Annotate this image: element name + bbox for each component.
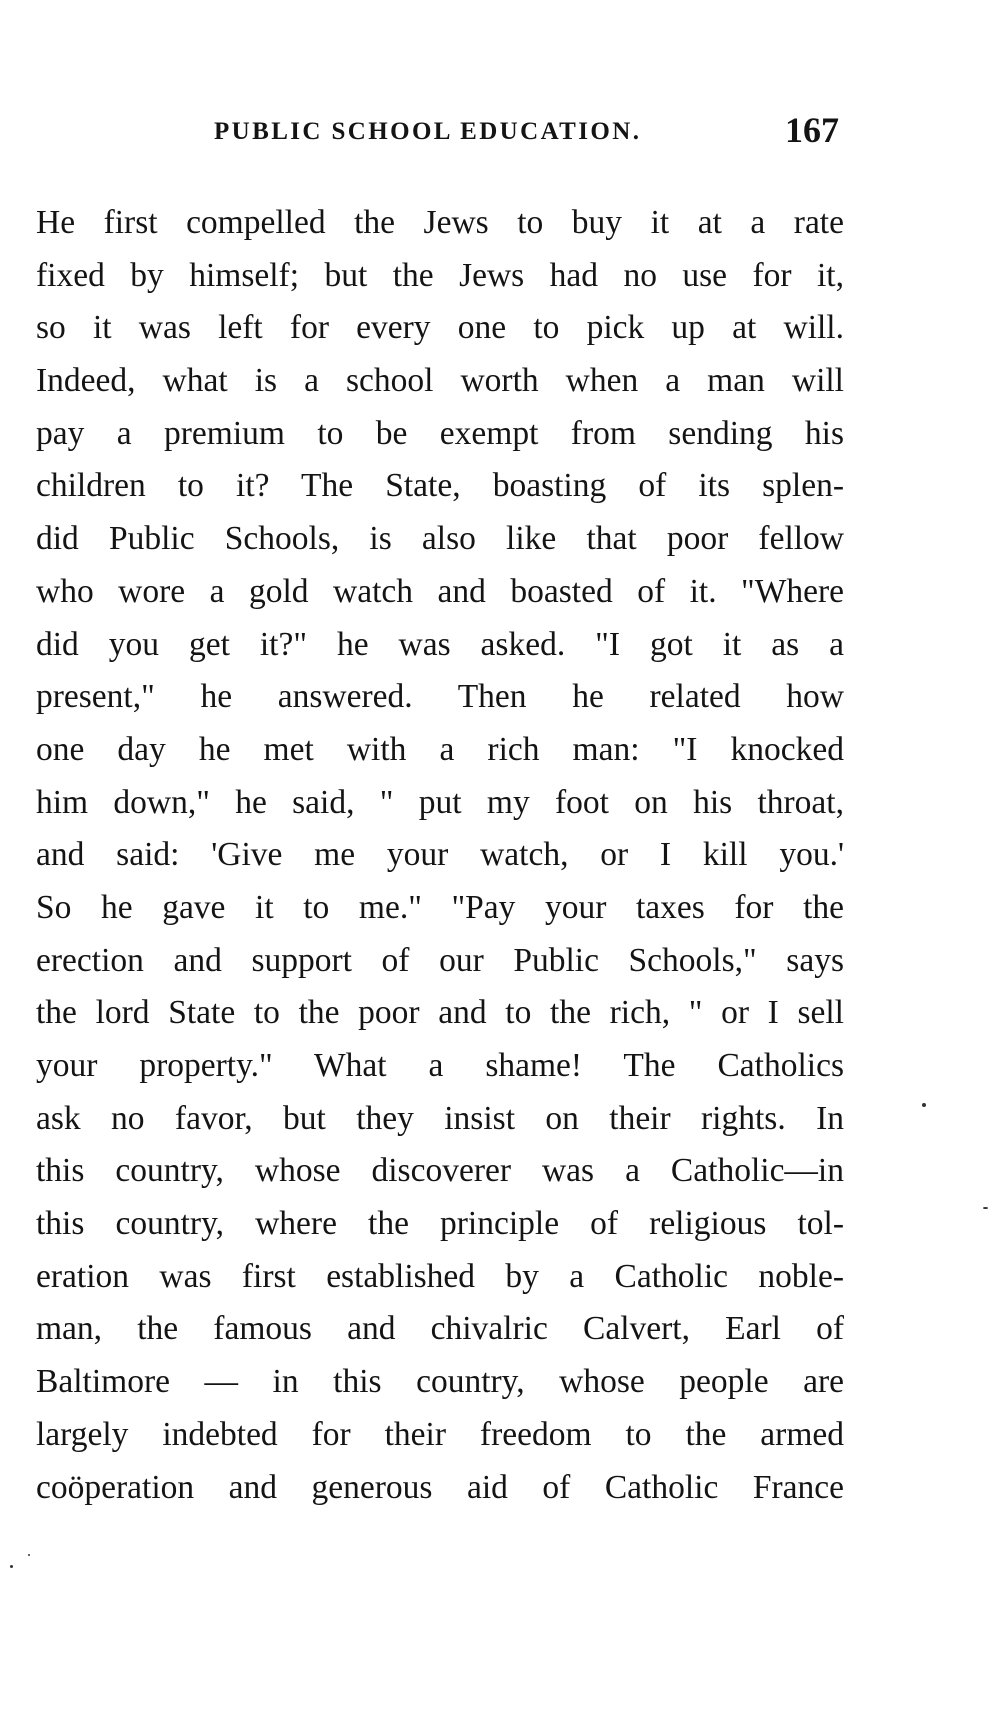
text-line: pay a premium to be exempt from sending his: [36, 414, 844, 452]
text-line: So he gave it to me." "Pay your taxes for the: [36, 888, 844, 926]
text-line: did you get it?" he was asked. "I got it as a: [36, 625, 844, 663]
scan-speck: [983, 1207, 988, 1209]
text-line: him down," he said, " put my foot on his throat,: [36, 783, 844, 821]
text-line: the lord State to the poor and to the rich, " or I sell: [36, 994, 844, 1032]
text-line: and said: 'Give me your watch, or I kill you.': [36, 836, 844, 874]
scan-speck: [10, 1565, 13, 1568]
text-line: largely indebted for their freedom to the armed: [36, 1415, 844, 1453]
text-line: coöperation and generous aid of Catholic France: [36, 1468, 844, 1506]
text-line: man, the famous and chivalric Calvert, Earl of: [36, 1310, 844, 1348]
text-line: who wore a gold watch and boasted of it. "Where: [36, 572, 844, 610]
running-title: PUBLIC SCHOOL EDUCATION.: [214, 118, 642, 145]
text-line: one day he met with a rich man: "I knocked: [36, 730, 844, 768]
scan-speck: [922, 1103, 926, 1107]
text-line: so it was left for every one to pick up at will.: [36, 309, 844, 347]
text-line: ask no favor, but they insist on their rights. In: [36, 1099, 844, 1137]
text-line: eration was first established by a Catholic noble-: [36, 1257, 844, 1295]
text-line: Baltimore — in this country, whose people are: [36, 1363, 844, 1401]
page-number: 167: [785, 110, 839, 150]
text-line: fixed by himself; but the Jews had no use for it,: [36, 256, 844, 294]
text-line: did Public Schools, is also like that poor fellow: [36, 520, 844, 558]
scan-speck: [28, 1554, 30, 1556]
text-line: He first compelled the Jews to buy it at a rate: [36, 204, 844, 241]
body-text: [36, 197, 844, 1514]
text-line: present," he answered. Then he related how: [36, 678, 844, 716]
text-line: this country, whose discoverer was a Catholic—in: [36, 1152, 844, 1190]
text-line: this country, where the principle of religious tol-: [36, 1205, 844, 1243]
text-line: your property." What a shame! The Catholics: [36, 1047, 844, 1084]
text-line: Indeed, what is a school worth when a man will: [36, 362, 844, 400]
text-line: erection and support of our Public Schools," says: [36, 941, 844, 979]
text-line: children to it? The State, boasting of its splen-: [36, 467, 844, 505]
